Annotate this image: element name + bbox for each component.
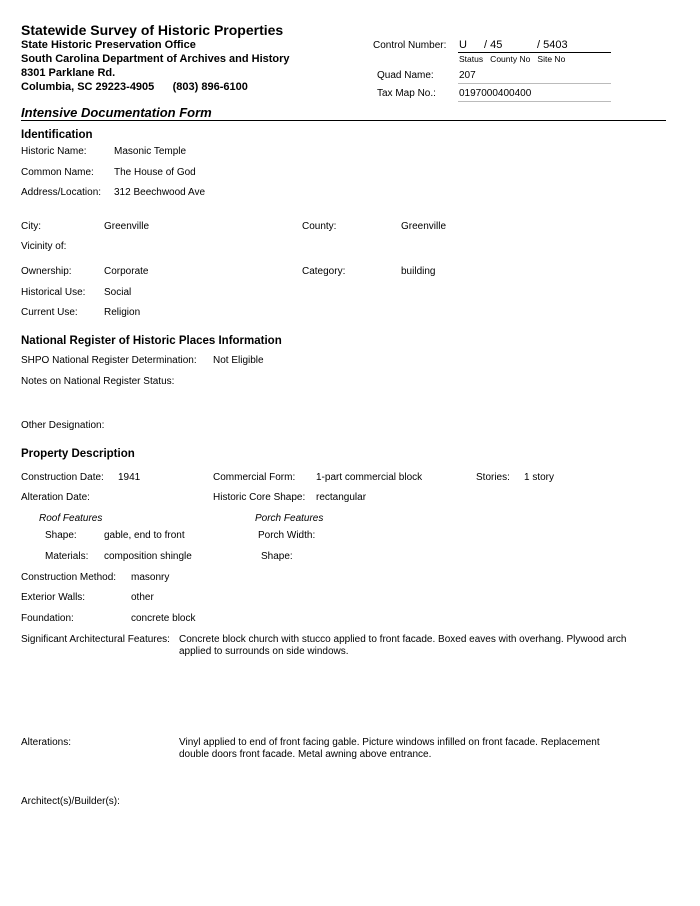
county-label: County: [302, 221, 337, 232]
roof-materials-value: composition shingle [104, 551, 192, 562]
tax-map-underline [458, 101, 611, 102]
other-designation-label: Other Designation: [21, 420, 105, 431]
city-label: City: [21, 221, 41, 232]
vicinity-label: Vicinity of: [21, 241, 67, 252]
city-value: Greenville [104, 221, 150, 232]
core-shape-value: rectangular [316, 492, 367, 503]
control-site: / 5403 [537, 39, 568, 51]
quad-name-value: 207 [459, 70, 476, 81]
ownership-label: Ownership: [21, 266, 72, 277]
office-line-3: 8301 Parklane Rd. [21, 67, 116, 79]
common-name-value: The House of God [114, 167, 196, 178]
nr-notes-label: Notes on National Register Status: [21, 376, 175, 387]
control-number-captions: Status County No Site No [459, 54, 566, 64]
construction-method-label: Construction Method: [21, 572, 117, 583]
commercial-form-value: 1-part commercial block [316, 472, 423, 483]
exterior-walls-label: Exterior Walls: [21, 592, 86, 603]
office-line-4: Columbia, SC 29223-4905 (803) 896-6100 [21, 81, 248, 93]
alteration-date-label: Alteration Date: [21, 492, 90, 503]
stories-value: 1 story [524, 472, 555, 483]
category-label: Category: [302, 266, 346, 277]
porch-width-label: Porch Width: [258, 530, 316, 541]
current-use-label: Current Use: [21, 307, 78, 318]
control-county: / 45 [484, 39, 503, 51]
significant-features-value: Concrete block church with stucco applied to front facade. Boxed eaves with overhang. Plywood arch applied to surrounds on side windows. [179, 634, 627, 657]
quad-name-label: Quad Name: [377, 70, 434, 81]
survey-title: Statewide Survey of Historic Properties [21, 22, 284, 38]
identification-heading: Identification [21, 129, 93, 141]
significant-features-label: Significant Architectural Features: [21, 634, 170, 645]
property-description-heading: Property Description [21, 448, 135, 460]
exterior-walls-value: other [131, 592, 154, 603]
commercial-form-label: Commercial Form: [213, 472, 296, 483]
control-number-label: Control Number: [373, 40, 447, 51]
category-value: building [401, 266, 436, 277]
form-title: Intensive Documentation Form [21, 105, 212, 120]
foundation-value: concrete block [131, 613, 196, 624]
core-shape-label: Historic Core Shape: [213, 492, 306, 503]
current-use-value: Religion [104, 307, 141, 318]
form-title-rule [21, 120, 666, 121]
alterations-label: Alterations: [21, 737, 72, 748]
address-label: Address/Location: [21, 187, 102, 198]
national-register-heading: National Register of Historic Places Information [21, 335, 282, 347]
tax-map-label: Tax Map No.: [377, 88, 436, 99]
architects-label: Architect(s)/Builder(s): [21, 796, 120, 807]
county-value: Greenville [401, 221, 447, 232]
foundation-label: Foundation: [21, 613, 74, 624]
alterations-value: Vinyl applied to end of front facing gable. Picture windows infilled on front facade. Replacement double doors front facade. Metal awning above entrance. [179, 737, 600, 760]
ownership-value: Corporate [104, 266, 149, 277]
historical-use-label: Historical Use: [21, 287, 86, 298]
nr-determination-value: Not Eligible [213, 355, 264, 366]
roof-shape-value: gable, end to front [104, 530, 185, 541]
porch-features-heading: Porch Features [255, 513, 324, 524]
control-number-underline [458, 52, 611, 53]
nr-determination-label: SHPO National Register Determination: [21, 355, 197, 366]
control-status: U [459, 39, 467, 51]
historic-name-value: Masonic Temple [114, 146, 187, 157]
porch-shape-label: Shape: [261, 551, 293, 562]
common-name-label: Common Name: [21, 167, 94, 178]
stories-label: Stories: [476, 472, 510, 483]
office-line-2: South Carolina Department of Archives and History [21, 53, 290, 65]
office-line-1: State Historic Preservation Office [21, 39, 196, 51]
construction-date-label: Construction Date: [21, 472, 104, 483]
historic-name-label: Historic Name: [21, 146, 87, 157]
quad-name-underline [458, 83, 611, 84]
roof-materials-label: Materials: [45, 551, 89, 562]
roof-features-heading: Roof Features [39, 513, 103, 524]
address-value: 312 Beechwood Ave [114, 187, 206, 198]
construction-date-value: 1941 [118, 472, 141, 483]
construction-method-value: masonry [131, 572, 170, 583]
historical-use-value: Social [104, 287, 132, 298]
tax-map-value: 0197000400400 [459, 88, 532, 99]
roof-shape-label: Shape: [45, 530, 77, 541]
